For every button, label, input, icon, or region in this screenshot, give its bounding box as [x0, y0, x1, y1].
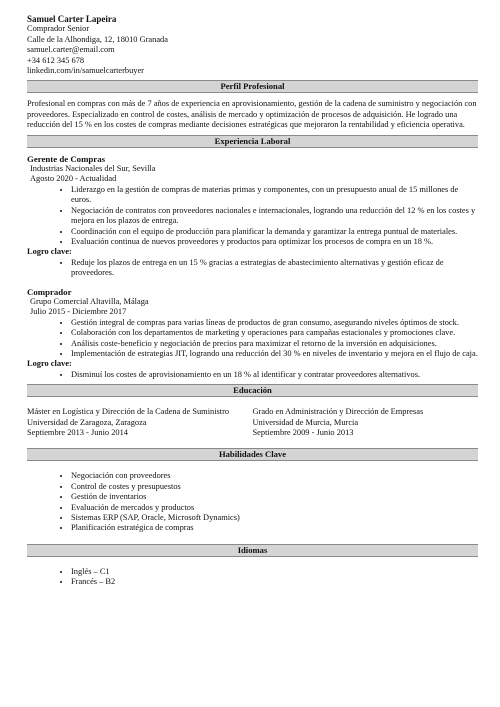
section-header-profile: Perfil Profesional — [27, 80, 478, 93]
list-item: • Liderazgo en la gestión de compras de materias primas y componentes, con un presupuesto anual de 15 millones de euros. — [71, 185, 478, 206]
job-entry — [27, 287, 478, 381]
section-header-education: Educación — [27, 384, 478, 397]
degree: Máster en Logística y Dirección de la Cadena de Suministro — [27, 407, 230, 417]
phone: +34 612 345 678 — [27, 55, 85, 65]
languages-list — [27, 567, 478, 588]
list-item: • Gestión integral de compras para varias líneas de productos de gran consumo, asegurando niveles óptimos de stock. — [71, 318, 478, 328]
list-item: • Francés – B2 — [71, 577, 478, 587]
education-dates: Septiembre 2009 - Junio 2013 — [252, 428, 354, 437]
list-item: • Negociación de contratos con proveedores nacionales e internacionales, logrando una reducción del 12 % en los costes y mejora en los plazos de entrega. — [71, 206, 478, 227]
job-title: Gerente de Compras — [27, 153, 106, 164]
list-item: • Evaluación de mercados y productos — [71, 503, 478, 513]
linkedin: linkedin.com/in/samuelcarterbuyer — [27, 66, 144, 76]
list-item: • Inglés – C1 — [71, 567, 478, 577]
list-item: • Colaboración con los departamentos de marketing y operaciones para campañas estacionales y promociones clave. — [71, 328, 478, 338]
education-list — [27, 407, 478, 438]
list-item: • Control de costes y presupuestos — [71, 482, 478, 492]
job-company: Industrias Nacionales del Sur, Sevilla — [30, 164, 156, 174]
education-entry — [253, 407, 479, 438]
job-responsibilities — [27, 318, 478, 360]
job-responsibilities — [27, 185, 478, 247]
education-entry — [27, 407, 253, 438]
list-item: • Negociación con proveedores — [71, 471, 478, 481]
list-item: • Reduje los plazos de entrega en un 15 % gracias a estrategias de abastecimiento alternativas y gestión eficaz de proveedores. — [71, 258, 478, 279]
email: samuel.carter@email.com — [27, 45, 115, 55]
education-dates: Septiembre 2013 - Junio 2014 — [27, 428, 128, 437]
job-company: Grupo Comercial Altavilla, Málaga — [30, 296, 149, 306]
job-achievements — [27, 370, 478, 380]
achievement-label: Logro clave: — [27, 247, 72, 257]
list-item: • Disminuí los costes de aprovisionamiento en un 18 % al identificar y contratar proveedores alternativos. — [71, 370, 478, 380]
degree: Grado en Administración y Dirección de Empresas — [252, 407, 424, 417]
list-item: • Planificación estratégica de compras — [71, 523, 478, 533]
job-dates: Agosto 2020 - Actualidad — [30, 174, 117, 184]
section-header-languages: Idiomas — [27, 544, 478, 557]
skills-list — [27, 471, 478, 533]
list-item: • Evaluación continua de nuevos proveedores y productos para optimizar los procesos de compra en un 18 %. — [71, 237, 478, 247]
address: Calle de la Alhondiga, 12, 18010 Granada — [27, 34, 168, 44]
job-title: Comprador — [27, 286, 72, 297]
job-dates: Julio 2015 - Diciembre 2017 — [30, 307, 127, 317]
job-achievements — [27, 258, 478, 279]
list-item: • Implementación de estrategias JIT, logrando una reducción del 30 % en niveles de inventario y mejora en el flujo de caja. — [71, 349, 478, 359]
school: Universidad de Murcia, Murcia — [252, 417, 359, 427]
job-entry — [27, 154, 478, 279]
section-header-skills: Habilidades Clave — [27, 448, 478, 461]
profile-summary: Profesional en compras con más de 7 años de experiencia en aprovisionamiento, gestión de la cadena de suministro y negociación con proveedores. Especializado en control de costes, análisis de mercado y optimización de procesos de adquisición. He logrado una reducción del 15 % en los costes de compras mediante decisiones estratégicas que mejoraron la rentabilidad y eficiencia operativa. — [27, 99, 477, 130]
school: Universidad de Zaragoza, Zaragoza — [27, 417, 147, 427]
candidate-name: Samuel Carter Lapeira — [27, 14, 117, 24]
list-item: • Análisis coste-beneficio y negociación de precios para maximizar el retorno de la inversión en adquisiciones. — [71, 339, 478, 349]
list-item: • Gestión de inventarios — [71, 492, 478, 502]
contact-header — [27, 14, 478, 76]
list-item: • Coordinación con el equipo de producción para planificar la demanda y garantizar la entrega puntual de materiales. — [71, 227, 478, 237]
list-item: • Sistemas ERP (SAP, Oracle, Microsoft Dynamics) — [71, 513, 478, 523]
achievement-label: Logro clave: — [27, 359, 72, 369]
section-header-experience: Experiencia Laboral — [27, 135, 478, 148]
candidate-title: Comprador Senior — [27, 24, 90, 34]
